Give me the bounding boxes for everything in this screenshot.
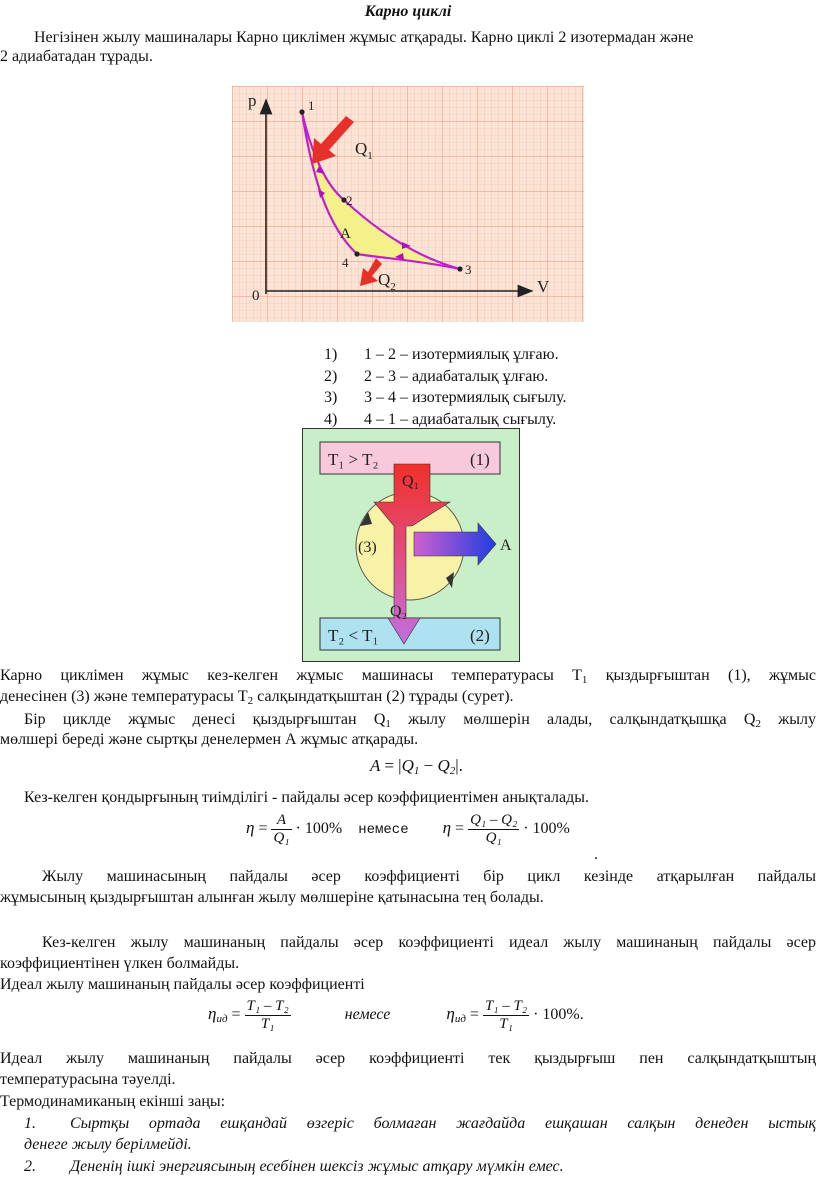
list-item: 1) 1 – 2 – изотермиялық ұлғаю. bbox=[324, 346, 559, 363]
efficiency-formula-dot: . bbox=[594, 846, 598, 863]
working-body-number: (3) bbox=[358, 539, 377, 556]
para4-line-1: Жылу машинасының пайдалы әсер коэффициенті бір цикл кезінде атқарылған пайдалы bbox=[42, 868, 816, 885]
law-number-1: 1. bbox=[24, 1115, 36, 1132]
law-2-line-1: Дененің ішкі энергиясының есебінен шексіз жұмыс атқару мүмкін емес. bbox=[70, 1158, 564, 1175]
para2-line-1: Бір циклде жұмыс денесі қыздырғыштан $Q_1$ жылу мөлшерін алады, салқындатқышқа $Q_2$ жылу bbox=[24, 711, 816, 730]
para6: Идеал жылу машинаның пайдалы әсер коэффициенті bbox=[0, 976, 365, 993]
para3: Кез-келген қондырғының тиімділігі - пайдалы әсер коэффициентімен анықталады. bbox=[24, 789, 589, 806]
para1-line-2: денесінен (3) және температурасы $Т_2$ салқындатқыштан (2) тұрады (сурет). bbox=[0, 688, 514, 707]
list-item: 2) 2 – 3 – адиабаталық ұлғаю. bbox=[324, 367, 549, 385]
law-1-line-2: денеге жылу берілмейді. bbox=[24, 1136, 192, 1153]
list-item: 4) 4 – 1 – адиабаталық сығылу. bbox=[324, 410, 557, 428]
cooler-label: T₂ < T₁ bbox=[328, 626, 379, 645]
intro-line-2: 2 адиабатадан тұрады. bbox=[0, 48, 153, 65]
efficiency-formula: η = $\frac{A}{\text{Q₁}}$ · 100% немесе η = $\frac{\text{Q₁ – Q₂}}{\text{Q₁}}$ · 100% bbox=[246, 812, 570, 846]
point-4-label: 4 bbox=[342, 255, 349, 270]
p-axis-label: p bbox=[248, 91, 257, 110]
law-1-line-1: Сыртқы ортада ешқандай өзгеріс болмаған жағдайда ешқашан салқын денеден ыстық bbox=[70, 1115, 816, 1132]
intro-line-1: Негізінен жылу машиналары Карно циклімен жұмыс атқарады. Карно циклі 2 изотермадан және bbox=[34, 29, 694, 46]
point-2-label: 2 bbox=[346, 193, 353, 208]
q1-engine-label: Q₁ bbox=[402, 473, 420, 490]
q2-label: $Q_2$ bbox=[378, 270, 396, 293]
work-formula: $A = |Q_1 - Q_2|$. bbox=[370, 756, 463, 777]
cooler-number: (2) bbox=[470, 626, 490, 645]
cycle-steps-list bbox=[324, 344, 567, 430]
origin-label: 0 bbox=[252, 288, 260, 304]
ideal-efficiency-formula: $\eta_{ид}$ = $\frac{\text{T₁ – T₂}}{\text{T₁}}$ немесе $\eta_{ид}$ = $\frac{\text{T₁ – T₂}}{\text{T₁}}$ · 100%. bbox=[208, 998, 584, 1032]
para5-line-1: Кез-келген жылу машинаның пайдалы әсер коэффициенті идеал жылу машинаның пайдалы әсер bbox=[42, 934, 816, 951]
page-title: Карно циклі bbox=[364, 3, 452, 20]
q1-label: $Q_1$ bbox=[355, 139, 373, 162]
v-axis-label: V bbox=[537, 277, 550, 296]
heat-engine-diagram bbox=[302, 428, 520, 662]
heater-number: (1) bbox=[470, 450, 490, 469]
para5-line-2: коэффициентінен үлкен болмайды. bbox=[0, 955, 240, 972]
work-engine-label: A bbox=[500, 537, 512, 554]
heater-label: T₁ > T₂ bbox=[328, 450, 379, 469]
list-item: 3) 3 – 4 – изотермиялық сығылу. bbox=[324, 389, 567, 406]
law-title: Термодинамиканың екінші заңы: bbox=[0, 1093, 226, 1110]
para7-line-1: Идеал жылу машинаның пайдалы әсер коэффициенті тек қыздырғыш пен салқындатқыштың bbox=[0, 1050, 816, 1067]
point-1-label: 1 bbox=[308, 98, 315, 113]
carnot-pv-diagram bbox=[232, 86, 584, 322]
point-3-label: 3 bbox=[465, 262, 472, 277]
work-label: A bbox=[340, 226, 351, 242]
para7-line-2: температурасына тәуелді. bbox=[0, 1071, 176, 1088]
q2-engine-label: Q₂ bbox=[390, 603, 408, 620]
law-number-2: 2. bbox=[24, 1158, 36, 1175]
para1-line-1: Карно циклімен жұмыс кез-келген жұмыс машинасы температурасы $Т_1$ қыздырғыштан (1), жұмыс bbox=[0, 667, 816, 686]
para2-line-2: мөлшері береді және сыртқы денелермен А жұмыс атқарады. bbox=[0, 731, 419, 748]
para4-line-2: жұмысының қыздырғыштан алынған жылу мөлшеріне қатынасына тең болады. bbox=[0, 889, 544, 906]
